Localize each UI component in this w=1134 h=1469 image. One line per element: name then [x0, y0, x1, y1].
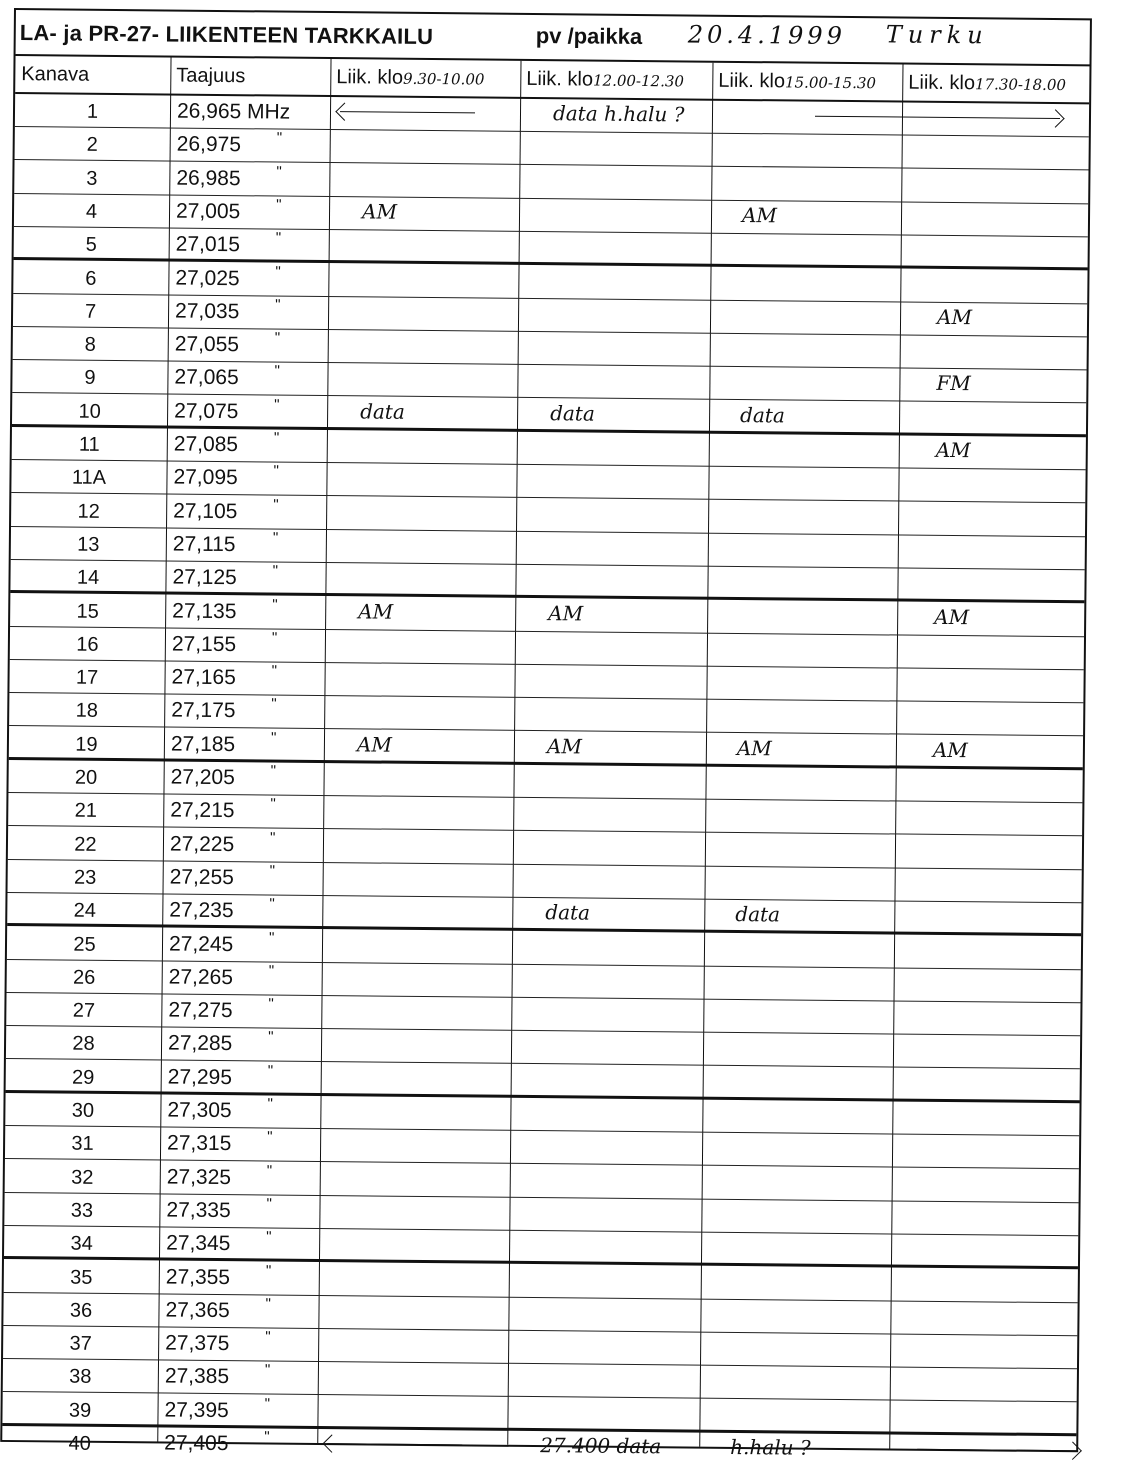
traffic-note: AM — [936, 304, 973, 330]
frequency-value: 27,165 — [171, 665, 236, 690]
traffic-note: data — [360, 399, 405, 424]
column-header-slot-3 — [712, 63, 902, 103]
frequency-value: 27,185 — [170, 732, 236, 756]
frequency-value: 27,355 — [165, 1265, 231, 1289]
ditto-mark: " — [270, 762, 277, 780]
channel-number: 11 — [78, 433, 100, 456]
frequency-value: 27,095 — [173, 465, 238, 490]
ditto-mark: " — [275, 296, 281, 314]
slot-prefix: Liik. klo — [336, 66, 404, 89]
frequency-value: 27,395 — [164, 1398, 229, 1422]
traffic-note: data — [740, 402, 785, 428]
traffic-note: AM — [935, 437, 971, 463]
slot-time: 17.30-18.00 — [974, 75, 1067, 95]
frequency-value: 27,215 — [170, 798, 235, 823]
traffic-note: AM — [741, 202, 778, 228]
channel-number: 35 — [70, 1266, 93, 1289]
frequency-value: 27,275 — [168, 998, 233, 1023]
slot-prefix: Liik. klo — [718, 69, 786, 93]
ditto-mark: " — [267, 1128, 273, 1146]
slot-time: 12.00-12.30 — [592, 71, 685, 91]
ditto-mark: " — [276, 129, 283, 147]
channel-number: 25 — [73, 933, 96, 956]
frequency-value: 27,105 — [173, 499, 238, 523]
date-place-label: pv /paikka — [535, 23, 643, 50]
ditto-mark: " — [269, 895, 275, 913]
ditto-mark: " — [267, 1095, 273, 1113]
frequency-value: 27,325 — [166, 1165, 232, 1189]
channel-number: 22 — [74, 833, 97, 856]
ditto-mark: " — [271, 695, 277, 713]
channel-number: 10 — [78, 400, 101, 423]
ditto-mark: " — [271, 629, 278, 647]
frequency-value: 27,345 — [166, 1231, 231, 1256]
ditto-mark: " — [268, 1028, 274, 1046]
ditto-mark: " — [265, 1328, 271, 1346]
right-arrow-icon — [815, 116, 1060, 119]
frequency-value: 27,235 — [169, 898, 234, 923]
traffic-note: AM — [361, 199, 398, 224]
frequency-value: 27,025 — [175, 266, 240, 290]
channel-number: 13 — [77, 533, 100, 556]
ditto-mark: " — [270, 795, 276, 813]
channel-number: 14 — [76, 566, 100, 590]
ditto-mark: " — [275, 229, 282, 247]
channel-number: 33 — [70, 1199, 94, 1222]
channel-number: 24 — [73, 899, 97, 923]
ditto-mark: " — [273, 496, 279, 514]
frequency-value: 27,315 — [166, 1131, 232, 1156]
traffic-note: AM — [548, 600, 584, 625]
ditto-mark: " — [265, 1295, 271, 1313]
channel-number: 9 — [84, 367, 96, 390]
frequency-value: 27,375 — [165, 1331, 230, 1356]
ditto-mark: " — [269, 928, 275, 947]
ditto-mark: " — [276, 163, 282, 181]
traffic-note: FM — [936, 371, 971, 396]
channel-number: 12 — [77, 500, 100, 523]
ditto-mark: " — [273, 462, 279, 480]
ditto-mark: " — [268, 995, 274, 1013]
ditto-mark: " — [269, 829, 276, 847]
frequency-value: 26,975 — [176, 132, 242, 157]
ditto-mark: " — [266, 1228, 272, 1246]
channel-number: 4 — [85, 200, 98, 223]
channel-number: 37 — [69, 1332, 92, 1355]
frequency-value: 27,365 — [165, 1298, 230, 1322]
channel-number: 3 — [86, 167, 98, 190]
channel-number: 11A — [71, 466, 107, 490]
ditto-mark: " — [275, 263, 281, 281]
channel-number: 21 — [74, 799, 98, 823]
handwritten-place: Turku — [885, 20, 989, 50]
channel-number: 6 — [85, 267, 97, 290]
ditto-mark: " — [265, 1261, 272, 1280]
channel-number: 5 — [85, 233, 97, 256]
frequency-value: 27,035 — [174, 299, 240, 323]
frequency-value: 27,085 — [173, 432, 239, 457]
channel-number: 30 — [71, 1099, 95, 1122]
column-header-slot-4 — [902, 65, 1092, 105]
frequency-value: 27,225 — [169, 832, 235, 856]
ditto-mark: " — [272, 596, 278, 614]
channel-number: 38 — [69, 1365, 92, 1389]
frequency-value: 27,125 — [172, 565, 237, 590]
frequency-value: 27,015 — [175, 232, 241, 257]
monitoring-form — [0, 8, 1092, 1460]
frequency-value: 27,245 — [168, 932, 234, 956]
traffic-note: data — [545, 900, 591, 925]
ditto-mark: " — [266, 1162, 273, 1180]
traffic-note: 27.400 data — [540, 1433, 662, 1459]
handwritten-date: 20.4.1999 — [687, 20, 847, 50]
frequency-value: 27,385 — [164, 1364, 230, 1389]
right-arrow-icon — [917, 1449, 1077, 1452]
ditto-mark: " — [269, 862, 276, 880]
slot-time: 9.30-10.00 — [402, 69, 485, 89]
ditto-mark: " — [264, 1428, 270, 1446]
column-header-channel: Kanava — [21, 63, 90, 86]
ditto-mark: " — [268, 962, 275, 980]
ditto-mark: " — [274, 396, 280, 414]
traffic-note: AM — [358, 598, 394, 624]
channel-number: 39 — [68, 1399, 92, 1422]
frequency-value: 27,115 — [172, 532, 236, 557]
channel-number: 1 — [86, 100, 99, 123]
frequency-value: 27,285 — [167, 1031, 233, 1056]
frequency-value: 27,175 — [171, 698, 236, 723]
frequency-value: 27,265 — [168, 965, 234, 989]
channel-number: 17 — [75, 666, 99, 689]
frequency-value: 27,075 — [174, 399, 239, 423]
ditto-mark: " — [264, 1395, 271, 1413]
frequency-value: 27,065 — [174, 365, 239, 390]
channel-number: 7 — [84, 300, 97, 323]
traffic-note: AM — [932, 737, 968, 762]
traffic-note: AM — [546, 733, 582, 759]
ditto-mark: " — [272, 529, 279, 547]
frequency-value: 27,295 — [167, 1065, 233, 1089]
frequency-value: 27,205 — [170, 765, 235, 790]
column-header-slot-1 — [330, 59, 520, 99]
traffic-note: data h.halu ? — [552, 101, 685, 127]
ditto-mark: " — [274, 329, 281, 347]
ditto-mark: " — [266, 1195, 272, 1213]
channel-number: 16 — [76, 633, 99, 656]
ditto-mark: " — [273, 429, 280, 447]
traffic-note: AM — [736, 735, 772, 760]
frequency-value: 27,055 — [174, 332, 240, 357]
channel-number: 31 — [71, 1132, 94, 1156]
ditto-mark: " — [264, 1361, 271, 1379]
channel-number: 23 — [73, 866, 97, 889]
ditto-mark: " — [267, 1062, 274, 1080]
frequency-value: 27,155 — [171, 632, 237, 656]
left-arrow-icon — [340, 111, 475, 113]
frequency-value: 27,135 — [172, 599, 237, 623]
column-header-slot-2 — [520, 61, 712, 101]
channel-number: 15 — [76, 600, 99, 623]
slot-time: 15.00-15.30 — [784, 73, 877, 93]
channel-number: 29 — [72, 1066, 95, 1089]
ditto-mark: " — [274, 362, 280, 380]
channel-number: 8 — [84, 333, 96, 356]
traffic-note: data — [550, 400, 595, 426]
frequency-value: 27,305 — [167, 1098, 232, 1123]
left-arrow-icon — [327, 1443, 462, 1445]
channel-number: 28 — [72, 1032, 95, 1056]
frequency-value: 26,965 MHz — [176, 99, 291, 124]
channel-number: 26 — [72, 966, 96, 989]
channel-number: 18 — [75, 700, 98, 723]
frequency-value: 27,405 — [164, 1431, 229, 1456]
frequency-value: 27,005 — [175, 199, 241, 224]
traffic-note: data — [735, 902, 781, 927]
column-header-frequency: Taajuus — [176, 64, 246, 88]
channel-number: 34 — [70, 1232, 93, 1255]
ditto-mark: " — [271, 662, 278, 680]
slot-prefix: Liik. klo — [526, 67, 594, 91]
form-title: LA- ja PR-27- LIIKENTEEN TARKKAILU — [19, 20, 434, 50]
traffic-note: h.halu ? — [730, 1434, 811, 1460]
traffic-note: AM — [934, 604, 970, 629]
ditto-mark: " — [270, 729, 277, 747]
channel-number: 20 — [74, 766, 98, 789]
channel-number: 36 — [69, 1299, 93, 1322]
frequency-value: 26,985 — [176, 166, 241, 190]
channel-number: 19 — [75, 733, 98, 756]
channel-number: 27 — [72, 999, 96, 1022]
channel-number: 2 — [86, 134, 98, 157]
slot-prefix: Liik. klo — [908, 71, 976, 95]
traffic-note: AM — [356, 732, 392, 757]
ditto-mark: " — [272, 562, 279, 580]
frequency-value: 27,335 — [166, 1198, 231, 1223]
frequency-value: 27,255 — [169, 865, 235, 890]
channel-number: 32 — [71, 1166, 94, 1189]
channel-number: 40 — [68, 1432, 91, 1455]
ditto-mark: " — [276, 196, 282, 214]
